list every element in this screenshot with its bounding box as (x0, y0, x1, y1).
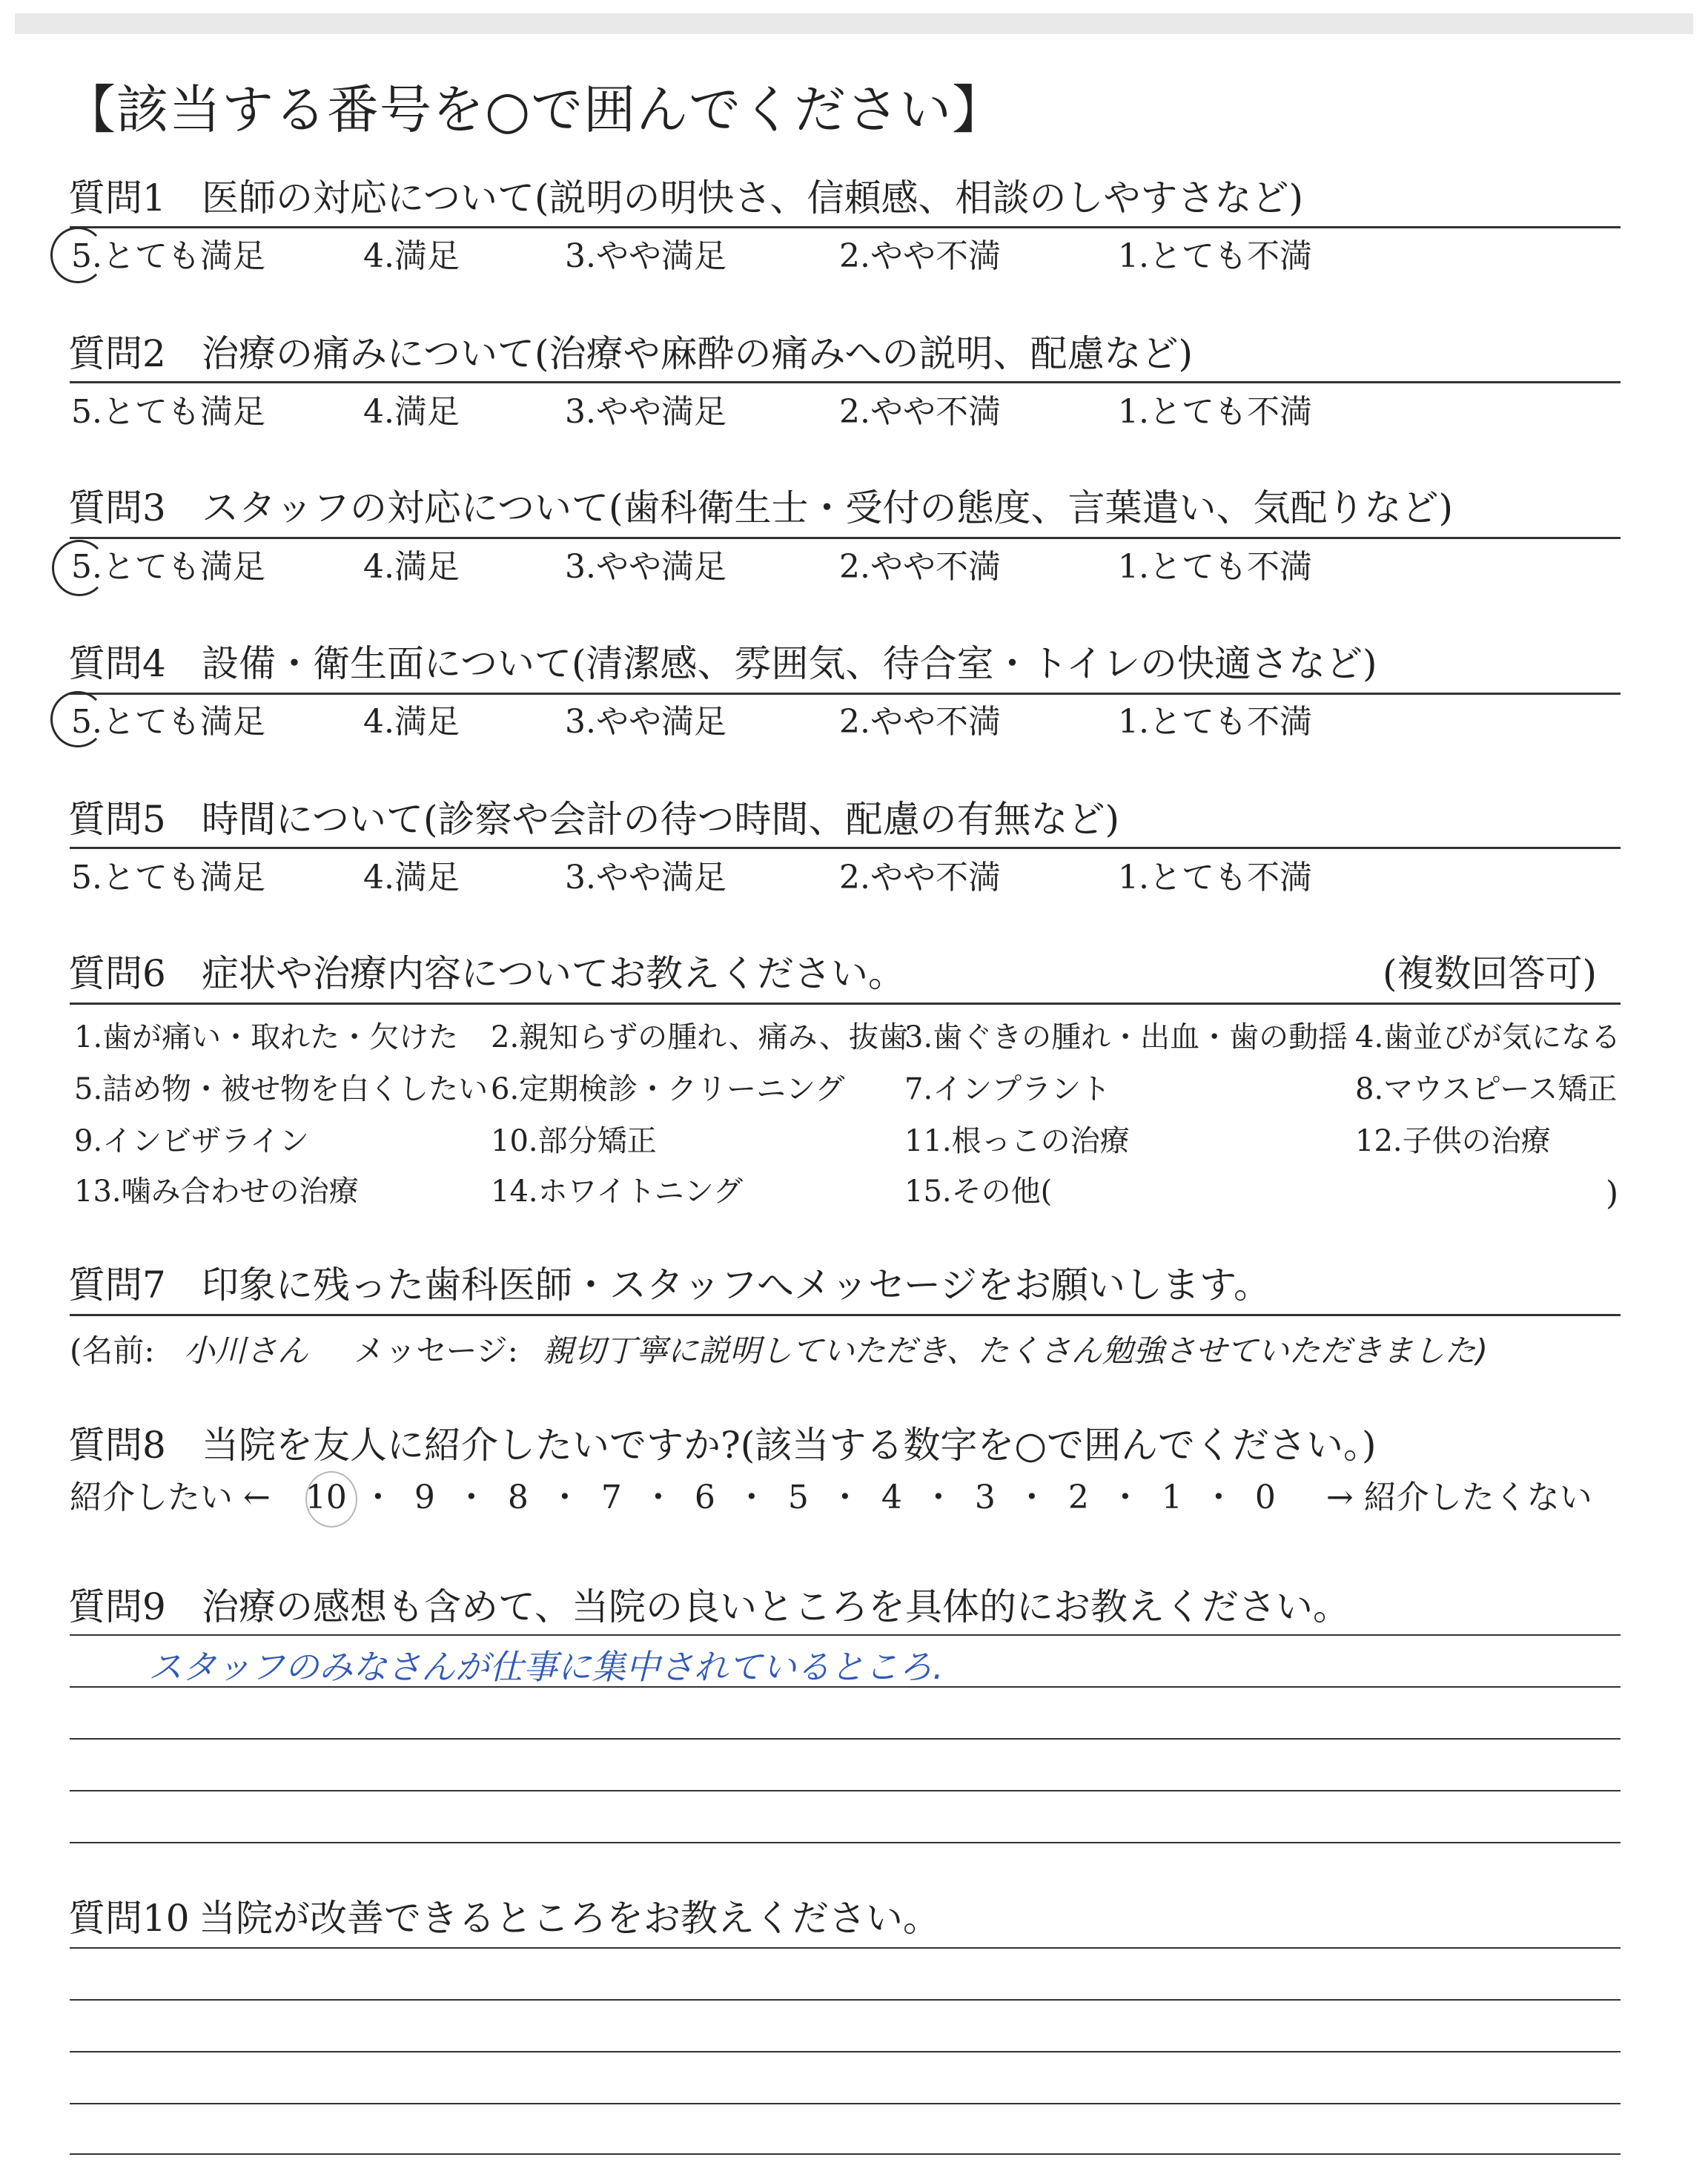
question-7-heading (68, 1261, 1271, 1309)
rating-option-3[interactable]: 3.やや満足 (565, 548, 726, 586)
question-number: 質問2 (68, 332, 166, 375)
scale-value-5[interactable]: 5 (787, 1479, 809, 1516)
message-label: メッセージ: (354, 1332, 518, 1369)
answer-line[interactable] (70, 2051, 1621, 2052)
question-text: 症状や治療内容についてお教えください。 (202, 952, 905, 995)
selection-circle (52, 540, 107, 596)
question-4-heading (68, 639, 1377, 688)
rating-option-5[interactable]: 5.とても満足 (71, 859, 265, 896)
rating-option-2[interactable]: 2.やや不満 (839, 237, 1001, 275)
scale-value-1[interactable]: 1 (1161, 1479, 1182, 1516)
question-rule (70, 381, 1621, 383)
symptom-option[interactable]: 9.インビザライン (74, 1124, 309, 1158)
selection-circle (50, 691, 105, 747)
question-number: 質問8 (68, 1424, 166, 1467)
scale-separator: ・ (548, 1479, 581, 1516)
rating-option-4[interactable]: 4.満足 (363, 393, 460, 431)
question-rule (70, 1003, 1621, 1005)
rating-option-1[interactable]: 1.とても不満 (1118, 237, 1312, 275)
rating-option-1[interactable]: 1.とても不満 (1118, 393, 1312, 431)
symptom-option[interactable]: 6.定期検診・クリーニング (491, 1072, 845, 1106)
scale-value-6[interactable]: 6 (694, 1479, 715, 1516)
symptom-option[interactable]: 8.マウスピース矯正 (1355, 1072, 1618, 1106)
symptom-option[interactable]: 12.子供の治療 (1355, 1124, 1551, 1158)
rating-option-5[interactable]: 5.とても満足 (71, 393, 265, 431)
recommend-scale (70, 1477, 1592, 1519)
question-rule (70, 537, 1621, 539)
answer-line (70, 1686, 1621, 1688)
scale-value-2[interactable]: 2 (1068, 1479, 1089, 1516)
question-2-heading (68, 329, 1193, 378)
question-8-heading (68, 1421, 1376, 1470)
q9-answer[interactable]: スタッフのみなさんが仕事に集中されているところ. (148, 1647, 944, 1687)
rating-option-3[interactable]: 3.やや満足 (565, 237, 726, 275)
symptom-option[interactable]: 2.親知らずの腫れ、痛み、抜歯 (491, 1020, 908, 1054)
question-text: 時間について(診察や会計の待つ時間、配慮の有無など) (202, 798, 1120, 841)
answer-line (70, 1738, 1621, 1740)
rating-option-2[interactable]: 2.やや不満 (839, 548, 1001, 586)
question-text: 当院が改善できるところをお教えください。 (199, 1897, 940, 1940)
selection-circle (50, 227, 105, 283)
question-9-heading (68, 1582, 1350, 1631)
scale-separator: ・ (641, 1479, 675, 1516)
question-10-heading (68, 1894, 940, 1943)
question-rule (70, 847, 1621, 849)
answer-line (70, 1634, 1621, 1636)
question-text: 医師の対応について(説明の明快さ、信頼感、相談のしやすさなど) (202, 176, 1304, 219)
answer-line[interactable] (70, 1947, 1621, 1949)
question-1-heading (68, 174, 1303, 222)
scale-value-9[interactable]: 9 (414, 1479, 435, 1516)
rating-option-4[interactable]: 4.満足 (363, 548, 460, 586)
rating-option-4[interactable]: 4.満足 (363, 859, 460, 896)
selection-circle (305, 1471, 357, 1527)
symptom-option[interactable]: 7.インプラント (904, 1072, 1111, 1106)
rating-option-2[interactable]: 2.やや不満 (839, 393, 1001, 431)
other-close-paren: ) (1606, 1175, 1619, 1212)
rating-option-4[interactable]: 4.満足 (363, 703, 460, 741)
scale-value-10[interactable]: 10 (305, 1479, 347, 1516)
scale-value-8[interactable]: 8 (507, 1479, 529, 1516)
question-rule (70, 226, 1621, 228)
message-value[interactable]: 親切丁寧に説明していただき、たくさん勉強させていただきました) (543, 1332, 1488, 1369)
name-label: (名前: (70, 1332, 155, 1369)
question-number: 質問10 (68, 1897, 190, 1940)
rating-option-3[interactable]: 3.やや満足 (565, 393, 726, 431)
symptom-option[interactable]: 4.歯並びが気になる (1355, 1020, 1621, 1054)
scale-separator: ・ (1108, 1479, 1142, 1516)
scale-separator: ・ (1015, 1479, 1048, 1516)
question-text: 印象に残った歯科医師・スタッフへメッセージをお願いします。 (202, 1264, 1271, 1307)
rating-option-3[interactable]: 3.やや満足 (565, 859, 726, 896)
symptom-option[interactable]: 14.ホワイトニング (491, 1175, 744, 1209)
question-rule (70, 1314, 1621, 1316)
question-number: 質問4 (68, 642, 166, 685)
rating-option-4[interactable]: 4.満足 (363, 237, 460, 275)
scale-value-7[interactable]: 7 (600, 1479, 622, 1516)
scale-left-label: 紹介したい ← (70, 1479, 271, 1516)
symptom-option[interactable]: 3.歯ぐきの腫れ・出血・歯の動揺 (904, 1020, 1348, 1054)
rating-option-2[interactable]: 2.やや不満 (839, 703, 1001, 741)
name-value[interactable]: 小川さん (183, 1332, 308, 1369)
answer-line[interactable] (70, 1999, 1621, 2001)
rating-option-2[interactable]: 2.やや不満 (839, 859, 1001, 896)
multiple-answers-note: (複数回答可) (1382, 952, 1597, 995)
scale-value-3[interactable]: 3 (974, 1479, 996, 1516)
question-text: スタッフの対応について(歯科衛生士・受付の態度、言葉遣い、気配りなど) (202, 486, 1454, 529)
answer-line (70, 1790, 1621, 1791)
rating-option-1[interactable]: 1.とても不満 (1118, 548, 1312, 586)
question-number: 質問9 (68, 1585, 166, 1628)
question-text: 設備・衛生面について(清潔感、雰囲気、待合室・トイレの快適さなど) (202, 642, 1377, 685)
question-number: 質問5 (68, 798, 166, 841)
answer-line[interactable] (70, 2103, 1621, 2104)
scale-value-4[interactable]: 4 (881, 1479, 902, 1516)
message-row (70, 1330, 1488, 1372)
symptom-option-other[interactable]: 15.その他( (904, 1175, 1053, 1209)
answer-line[interactable] (70, 2153, 1621, 2155)
scale-separator: ・ (921, 1479, 955, 1516)
scale-value-0[interactable]: 0 (1254, 1479, 1276, 1516)
rating-option-1[interactable]: 1.とても不満 (1118, 703, 1312, 741)
question-number: 質問1 (68, 176, 166, 219)
rating-option-1[interactable]: 1.とても不満 (1118, 859, 1312, 896)
question-6-heading (68, 949, 905, 998)
symptom-option[interactable]: 10.部分矯正 (491, 1124, 657, 1158)
question-number: 質問7 (68, 1264, 166, 1307)
rating-option-5[interactable]: 5.とても満足 (71, 548, 265, 586)
rating-option-5[interactable]: 5.とても満足 (71, 237, 265, 275)
question-3-heading (68, 483, 1453, 532)
scan-top-band (15, 13, 1693, 34)
question-rule (70, 693, 1621, 695)
rating-option-5[interactable]: 5.とても満足 (71, 703, 265, 741)
question-5-heading (68, 795, 1119, 844)
page-title: 【該当する番号を○で囲んでください】 (64, 79, 1005, 140)
scale-right-label: → 紹介したくない (1325, 1479, 1592, 1516)
symptom-option[interactable]: 13.噛み合わせの治療 (74, 1175, 359, 1209)
question-number: 質問6 (68, 952, 166, 995)
question-text: 治療の感想も含めて、当院の良いところを具体的にお教えください。 (202, 1585, 1350, 1628)
rating-option-3[interactable]: 3.やや満足 (565, 703, 726, 741)
symptom-option[interactable]: 5.詰め物・被せ物を白くしたい (74, 1072, 489, 1106)
symptom-option[interactable]: 11.根っこの治療 (904, 1124, 1130, 1158)
symptom-option[interactable]: 1.歯が痛い・取れた・欠けた (74, 1020, 459, 1054)
question-text: 治療の痛みについて(治療や麻酔の痛みへの説明、配慮など) (202, 332, 1194, 375)
answer-line (70, 1842, 1621, 1843)
question-number: 質問3 (68, 486, 166, 529)
question-text: 当院を友人に紹介したいですか?(該当する数字を○で囲んでください。) (202, 1424, 1377, 1467)
scale-separator: ・ (828, 1479, 861, 1516)
scale-separator: ・ (361, 1479, 394, 1516)
scale-separator: ・ (1202, 1479, 1235, 1516)
scale-separator: ・ (735, 1479, 768, 1516)
scale-separator: ・ (454, 1479, 488, 1516)
